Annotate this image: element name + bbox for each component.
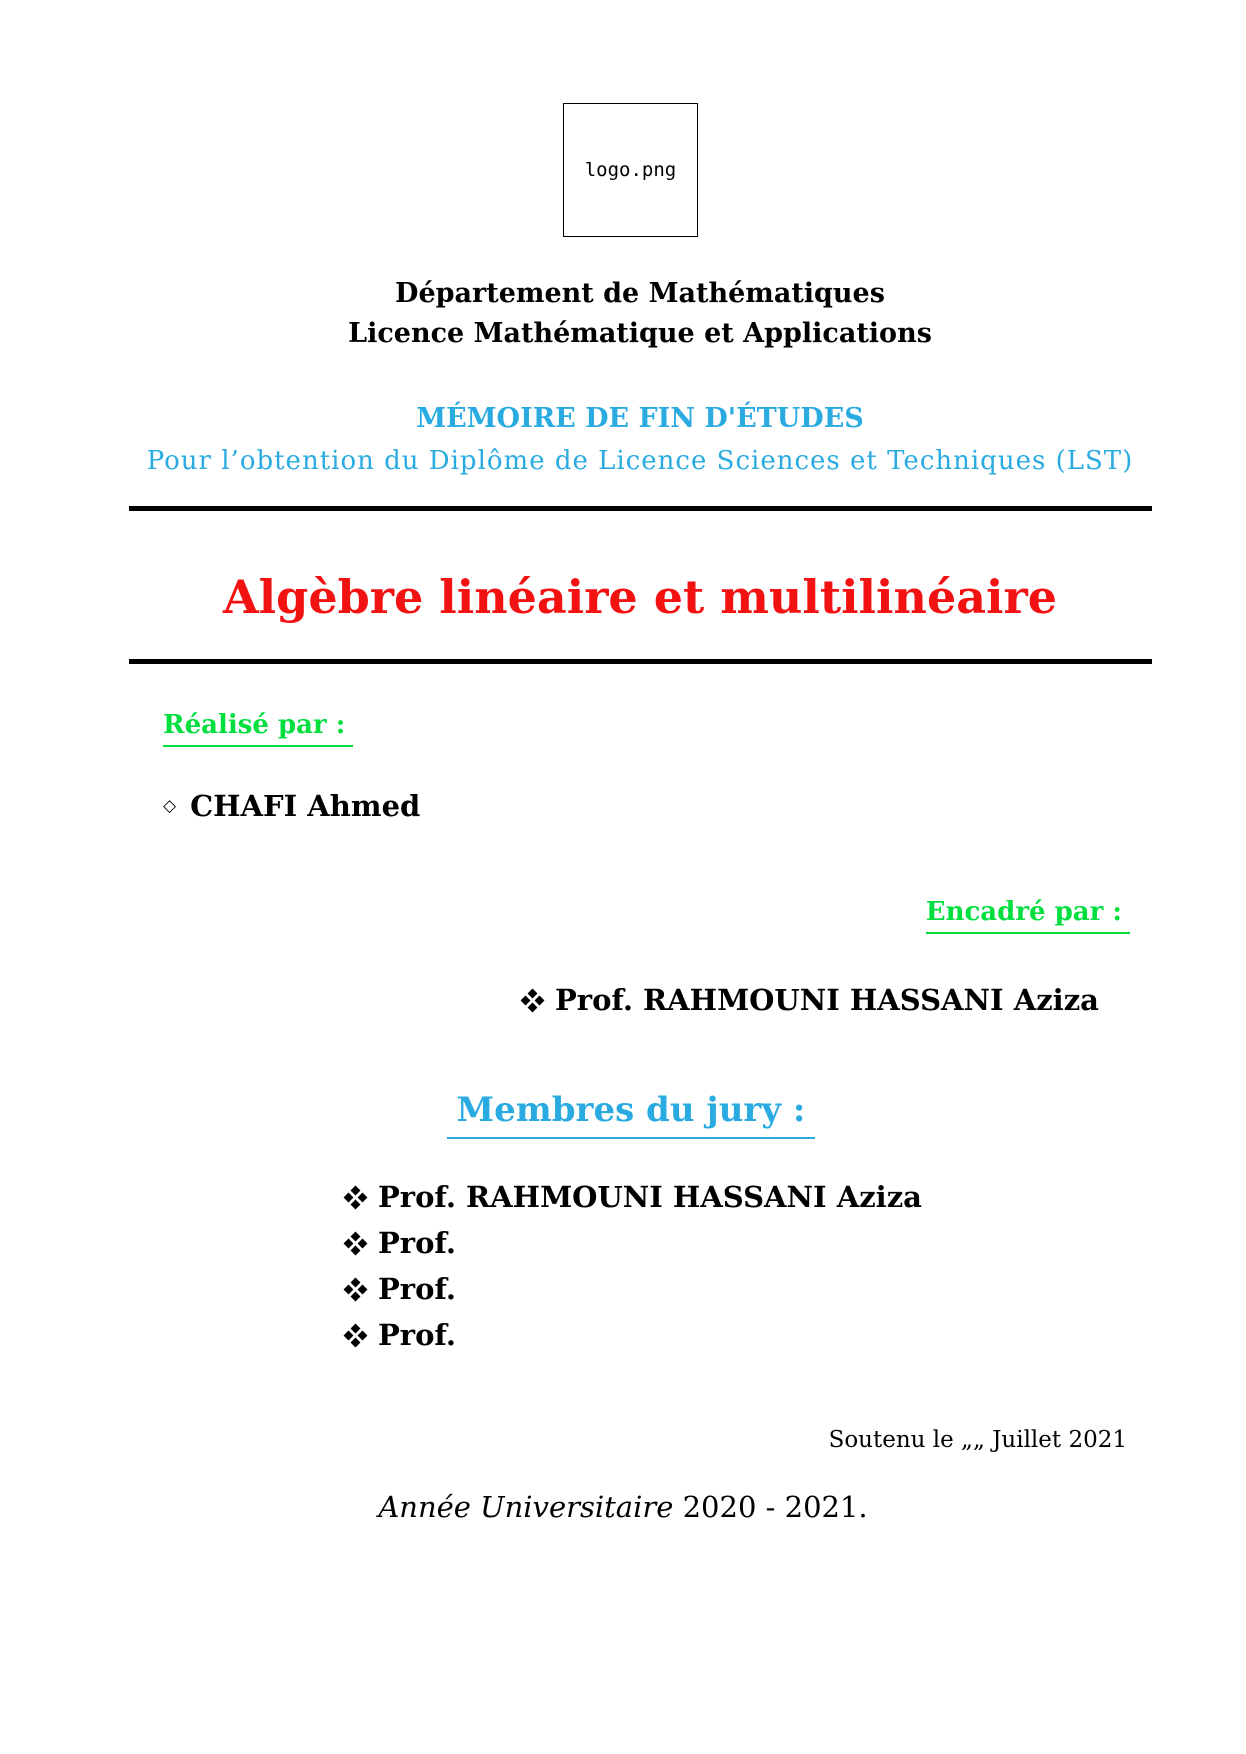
- page-title: Algèbre linéaire et multilinéaire: [222, 570, 1058, 624]
- horizontal-rule-top: [129, 506, 1152, 511]
- author-name: CHAFI Ahmed: [190, 789, 421, 823]
- jury-heading-text: Membres du jury :: [447, 1088, 816, 1139]
- memoire-heading: MÉMOIRE DE FIN D'ÉTUDES: [416, 403, 864, 434]
- horizontal-rule-bottom: [129, 659, 1152, 664]
- defense-date-line: Soutenu le „„ Juillet 2021: [828, 1427, 1127, 1453]
- academic-year-italic: Année Universitaire: [378, 1490, 674, 1524]
- jury-member-name: Prof.: [378, 1318, 456, 1352]
- department-line: Département de Mathématiques: [395, 278, 885, 309]
- four-diamond-icon: [345, 1233, 366, 1254]
- four-diamond-icon: [522, 990, 543, 1011]
- jury-member-row: [345, 1174, 922, 1220]
- academic-year-line: [0, 1488, 1246, 1526]
- jury-list: [345, 1174, 922, 1358]
- jury-member-row: [345, 1312, 922, 1358]
- four-diamond-icon: [345, 1325, 366, 1346]
- program-line: Licence Mathématique et Applications: [348, 318, 932, 349]
- author-row: [163, 786, 420, 826]
- four-diamond-icon: [345, 1187, 366, 1208]
- supervisor-name: Prof. RAHMOUNI HASSANI Aziza: [555, 983, 1099, 1017]
- realise-par-label: [163, 708, 353, 747]
- jury-member-name: Prof. RAHMOUNI HASSANI Aziza: [378, 1180, 922, 1214]
- academic-year-value: 2020 - 2021.: [682, 1490, 868, 1524]
- jury-member-name: Prof.: [378, 1226, 456, 1260]
- logo-placeholder-box: [563, 103, 698, 237]
- jury-member-row: [345, 1266, 922, 1312]
- realise-par-text: Réalisé par :: [163, 708, 353, 747]
- encadre-par-text: Encadré par :: [926, 895, 1130, 934]
- encadre-par-label: [926, 895, 1130, 934]
- memoire-subheading: Pour l’obtention du Diplôme de Licence Sciences et Techniques (LST): [146, 446, 1134, 476]
- logo-placeholder-text: logo.png: [584, 159, 677, 181]
- four-diamond-icon: [345, 1279, 366, 1300]
- jury-member-row: [345, 1220, 922, 1266]
- department-block: [34, 274, 1246, 354]
- jury-member-name: Prof.: [378, 1272, 456, 1306]
- supervisor-row: [522, 980, 1099, 1020]
- jury-heading: [8, 1088, 1246, 1139]
- diamond-bullet-icon: ◇: [163, 795, 177, 816]
